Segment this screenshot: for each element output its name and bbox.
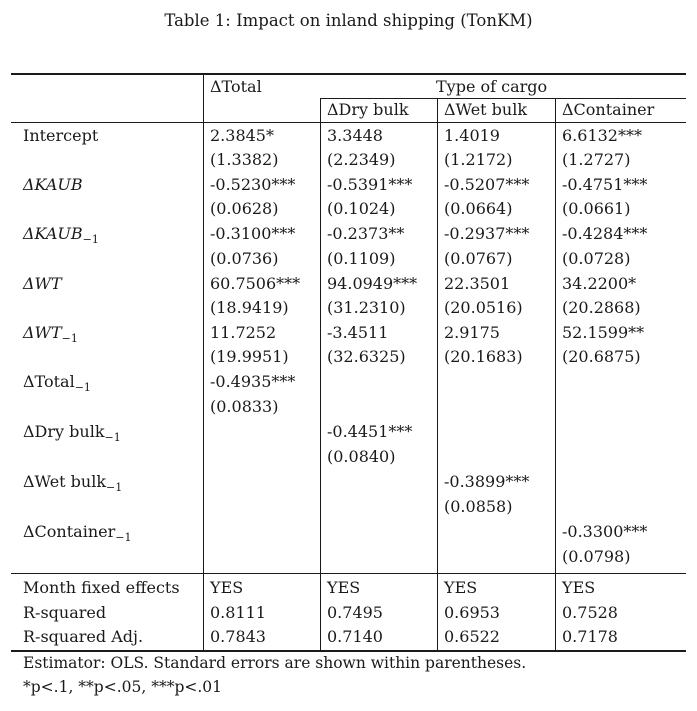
row-label <box>23 126 98 146</box>
header-rule <box>11 122 686 123</box>
cell-dry-bulk: 0.7495 <box>327 603 383 622</box>
col-separator <box>320 98 321 650</box>
cell-total: 0.7843 <box>210 627 266 646</box>
cell-container: -0.4284*** <box>562 224 648 243</box>
row-label <box>23 274 62 294</box>
cell-wet-bulk: YES <box>444 578 478 597</box>
row-label-subscript: −1 <box>104 431 121 444</box>
cell-container: 0.7178 <box>562 627 618 646</box>
row-label-text: ΔDry bulk <box>23 422 105 441</box>
cell-total: 0.8111 <box>210 603 266 622</box>
row-label <box>23 578 180 598</box>
cell-container: (1.2727) <box>562 150 631 169</box>
cell-container: (0.0798) <box>562 547 631 566</box>
cell-total: 60.7506*** <box>210 274 301 293</box>
cell-dry-bulk: (31.2310) <box>327 298 406 317</box>
header-dry-bulk: ΔDry bulk <box>327 100 409 119</box>
cell-dry-bulk: -0.5391*** <box>327 175 413 194</box>
cell-container: YES <box>562 578 596 597</box>
row-label-subscript: −1 <box>106 481 123 494</box>
cell-container: -0.3300*** <box>562 522 648 541</box>
col-separator <box>437 98 438 650</box>
header-wet-bulk: ΔWet bulk <box>444 100 528 119</box>
cell-container: -0.4751*** <box>562 175 648 194</box>
cell-total: (0.0833) <box>210 397 279 416</box>
cell-dry-bulk: 94.0949*** <box>327 274 418 293</box>
cell-total: -0.4935*** <box>210 372 296 391</box>
cell-wet-bulk: (0.0664) <box>444 199 513 218</box>
footnote-significance: *p<.1, **p<.05, ***p<.01 <box>23 678 223 696</box>
cell-dry-bulk: (32.6325) <box>327 347 406 366</box>
cell-wet-bulk: -0.3899*** <box>444 472 530 491</box>
row-label <box>23 627 143 647</box>
cell-dry-bulk: -0.2373** <box>327 224 405 243</box>
cell-wet-bulk: (1.2172) <box>444 150 513 169</box>
row-label-text: R-squared <box>23 603 107 622</box>
row-label-text: Intercept <box>23 126 99 145</box>
row-label-text: ΔWT <box>23 323 62 342</box>
row-label <box>23 175 83 195</box>
cell-dry-bulk: YES <box>327 578 361 597</box>
cell-wet-bulk: 22.3501 <box>444 274 511 293</box>
col-separator <box>555 98 556 650</box>
col-separator <box>203 73 204 650</box>
cell-total: (1.3382) <box>210 150 279 169</box>
cell-container: (0.0661) <box>562 199 631 218</box>
cell-dry-bulk: -0.4451*** <box>327 422 413 441</box>
cell-container: (0.0728) <box>562 249 631 268</box>
cell-wet-bulk: (20.0516) <box>444 298 523 317</box>
cell-dry-bulk: 0.7140 <box>327 627 383 646</box>
cell-dry-bulk: (2.2349) <box>327 150 396 169</box>
row-label <box>23 472 122 494</box>
row-label-subscript: −1 <box>74 381 91 394</box>
row-label-text: R-squared Adj. <box>23 627 144 646</box>
row-label <box>23 224 99 246</box>
row-label <box>23 422 121 444</box>
cell-wet-bulk: 0.6522 <box>444 627 500 646</box>
cell-total: (19.9951) <box>210 347 289 366</box>
cell-container: 6.6132*** <box>562 126 642 145</box>
cell-total: 2.3845* <box>210 126 274 145</box>
row-label-text: ΔWet bulk <box>23 472 107 491</box>
cell-total: -0.3100*** <box>210 224 296 243</box>
cell-wet-bulk: (20.1683) <box>444 347 523 366</box>
bottom-rule <box>11 650 686 652</box>
header-total: ΔTotal <box>210 77 262 96</box>
cell-dry-bulk: (0.0840) <box>327 447 396 466</box>
top-rule <box>11 73 686 75</box>
stats-rule <box>11 573 686 574</box>
cell-wet-bulk: -0.5207*** <box>444 175 530 194</box>
cell-container: (20.2868) <box>562 298 641 317</box>
cell-container: (20.6875) <box>562 347 641 366</box>
row-label-text: Month fixed effects <box>23 578 180 597</box>
row-label-text: ΔKAUB <box>23 224 83 243</box>
cell-wet-bulk: 2.9175 <box>444 323 500 342</box>
row-label <box>23 603 106 623</box>
cell-wet-bulk: -0.2937*** <box>444 224 530 243</box>
row-label-subscript: −1 <box>61 332 78 345</box>
cell-wet-bulk: 0.6953 <box>444 603 500 622</box>
cell-container: 34.2200* <box>562 274 637 293</box>
table-caption: Table 1: Impact on inland shipping (TonKM) <box>164 11 533 30</box>
cell-dry-bulk: 3.3448 <box>327 126 383 145</box>
row-label-text: ΔKAUB <box>23 175 83 194</box>
group-rule <box>320 98 686 99</box>
header-container: ΔContainer <box>562 100 655 119</box>
cell-total: (0.0628) <box>210 199 279 218</box>
cell-wet-bulk: (0.0767) <box>444 249 513 268</box>
cell-wet-bulk: (0.0858) <box>444 497 513 516</box>
row-label-text: ΔTotal <box>23 372 75 391</box>
cell-dry-bulk: (0.1024) <box>327 199 396 218</box>
row-label <box>23 522 131 544</box>
row-label-subscript: −1 <box>82 233 99 246</box>
row-label <box>23 372 91 394</box>
header-type-of-cargo: Type of cargo <box>436 77 548 96</box>
footnote-estimator: Estimator: OLS. Standard errors are shown within parentheses. <box>23 654 527 672</box>
cell-container: 52.1599** <box>562 323 645 342</box>
cell-total: YES <box>210 578 244 597</box>
cell-total: -0.5230*** <box>210 175 296 194</box>
row-label-text: ΔContainer <box>23 522 116 541</box>
cell-total: (18.9419) <box>210 298 289 317</box>
cell-wet-bulk: 1.4019 <box>444 126 500 145</box>
row-label <box>23 323 78 345</box>
cell-total: 11.7252 <box>210 323 277 342</box>
row-label-text: ΔWT <box>23 274 62 293</box>
cell-container: 0.7528 <box>562 603 618 622</box>
cell-dry-bulk: (0.1109) <box>327 249 396 268</box>
cell-dry-bulk: -3.4511 <box>327 323 389 342</box>
row-label-subscript: −1 <box>115 531 132 544</box>
cell-total: (0.0736) <box>210 249 279 268</box>
